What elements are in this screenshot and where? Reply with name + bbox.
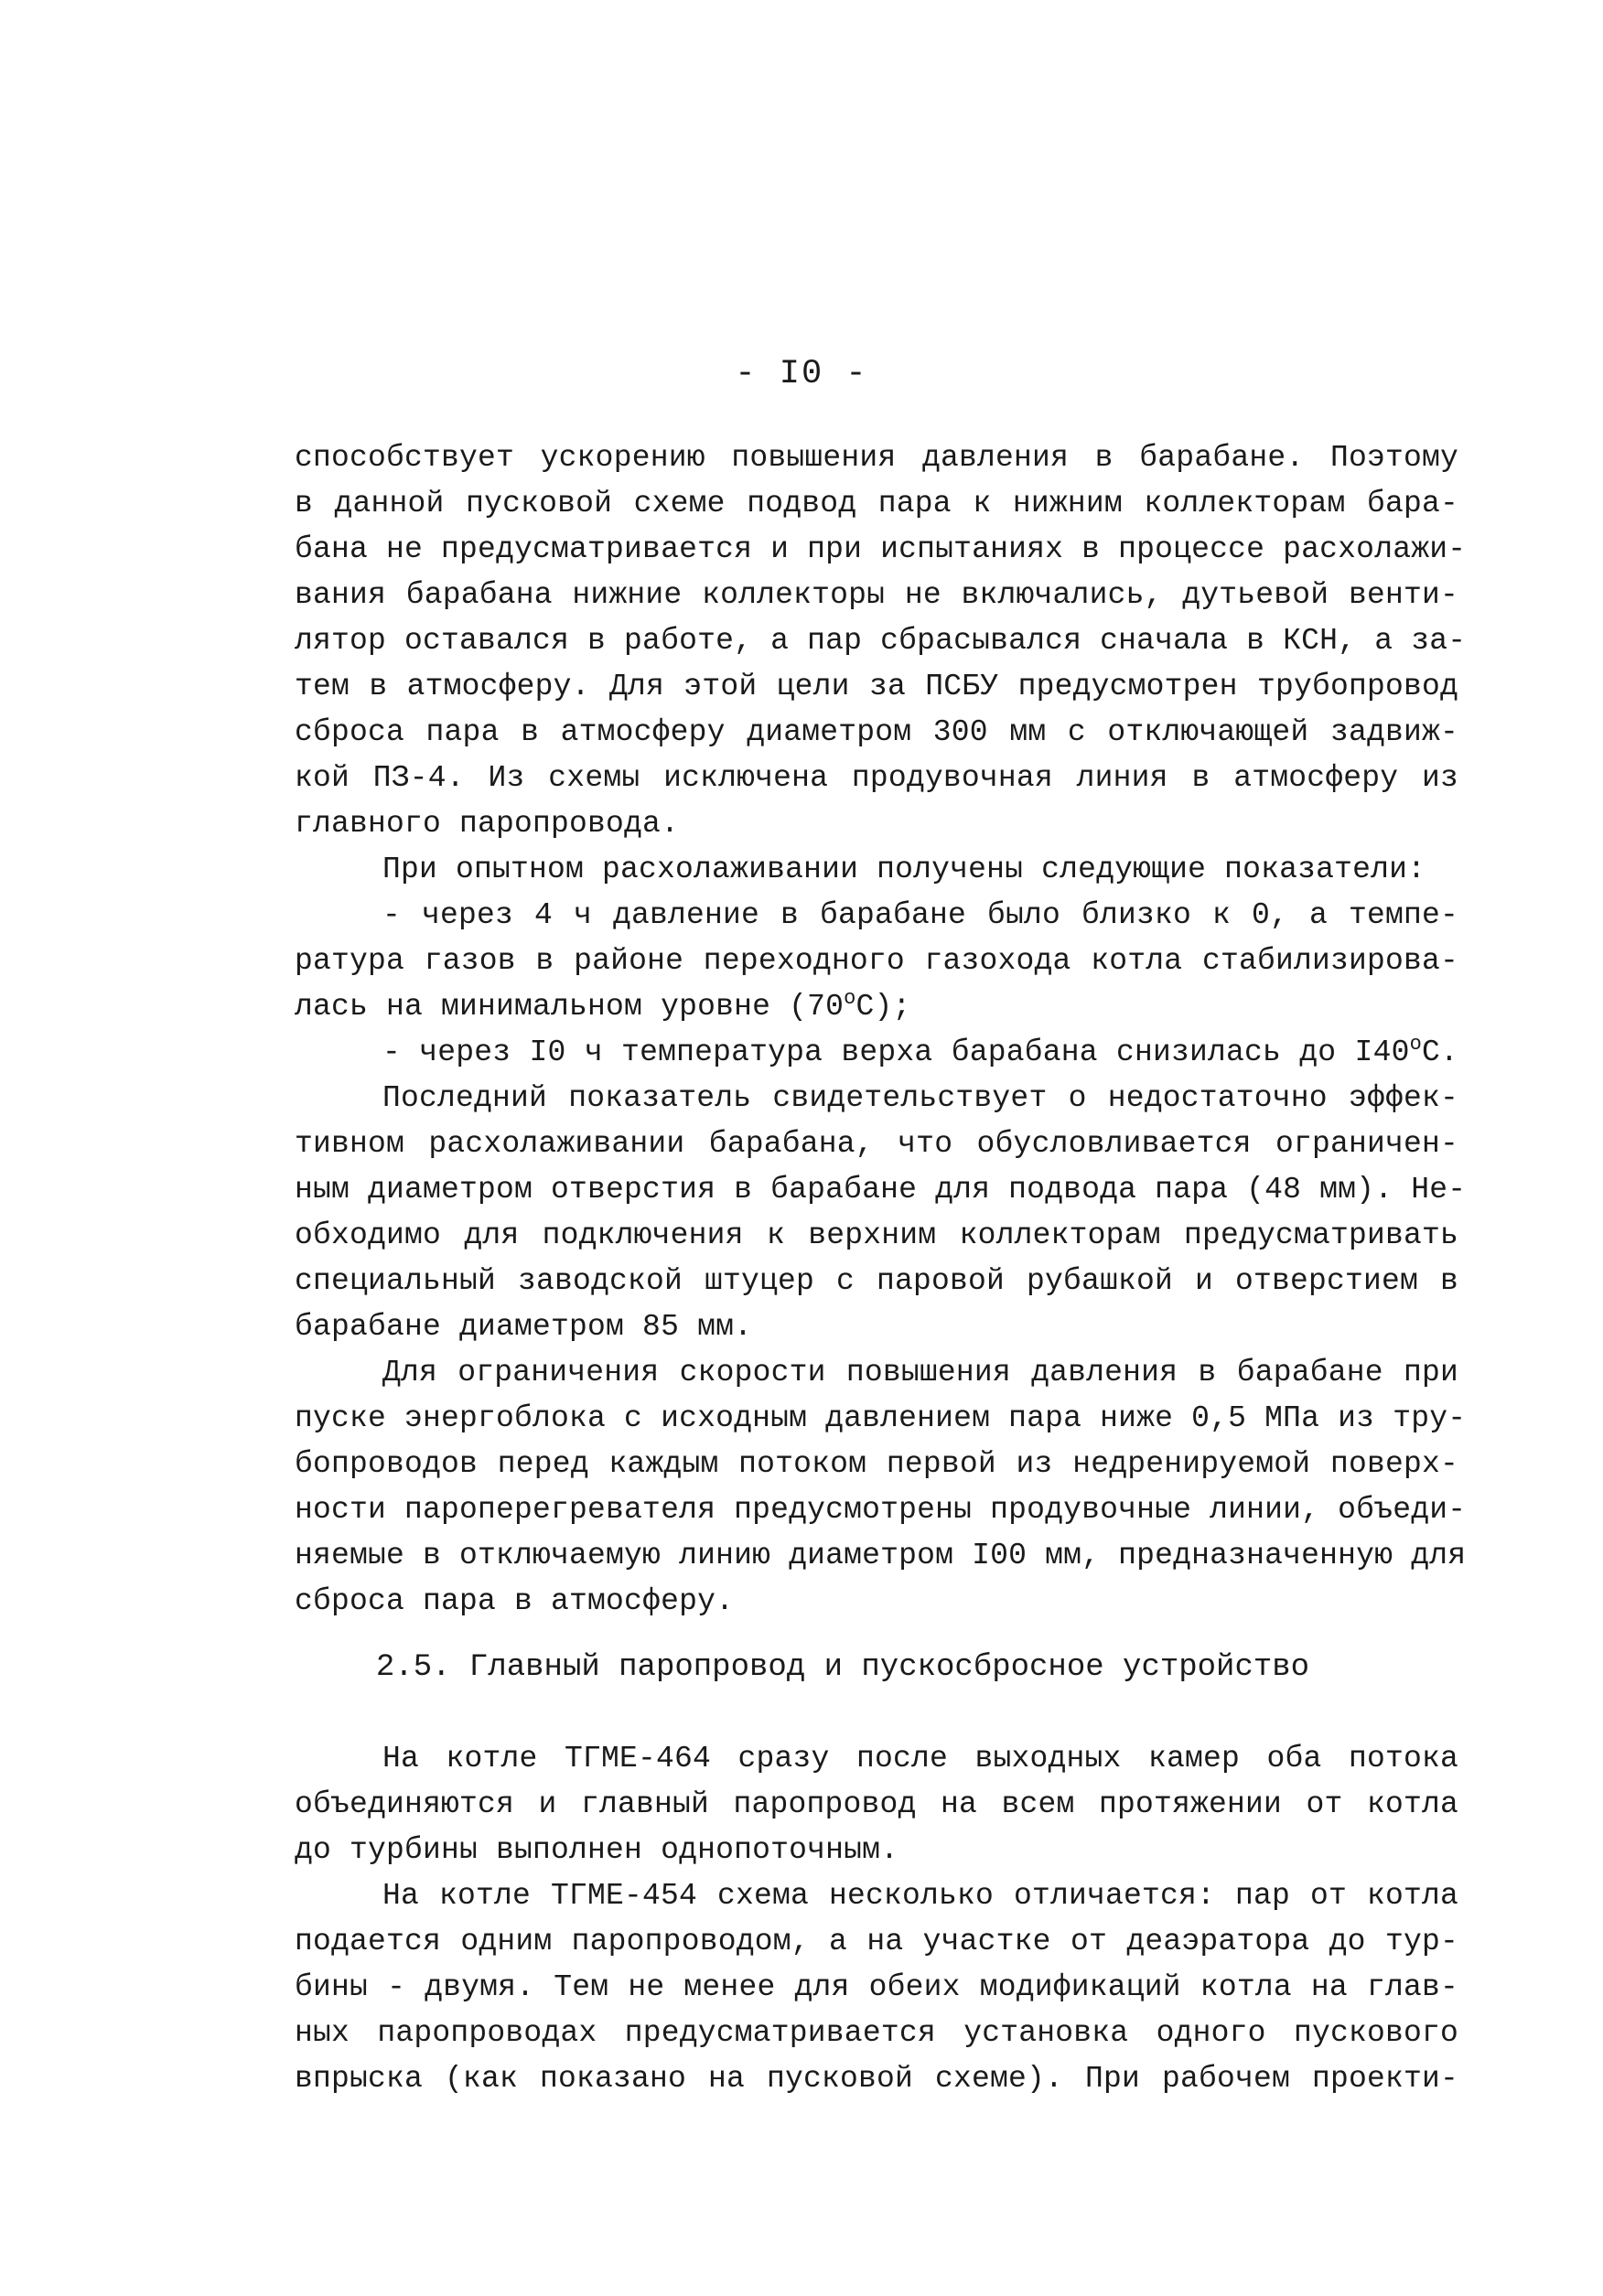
section-heading: 2.5. Главный паропровод и пускосбросное устройство xyxy=(375,1650,1310,1685)
text-line: тивном расхолаживании барабана, что обусловливается ограничен- xyxy=(295,1127,1458,1161)
text-line: ных паропроводах предусматривается установка одного пускового xyxy=(295,2016,1458,2050)
text-line: объединяются и главный паропровод на всем протяжении от котла xyxy=(295,1787,1458,1821)
text-line: бана не предусматривается и при испытаниях в процессе расхолажи- xyxy=(295,532,1467,566)
text-line: сброса пара в атмосферу диаметром 300 мм с отключающей задвиж- xyxy=(295,715,1458,749)
text-line: главного паропровода. xyxy=(295,807,680,841)
text-line: Для ограничения скорости повышения давления в барабане при xyxy=(382,1356,1458,1389)
text-line xyxy=(295,984,1458,1030)
text-line: На котле ТГМЕ-454 схема несколько отличается: пар от котла xyxy=(382,1879,1458,1913)
page-number: - I0 - xyxy=(735,355,868,393)
text-line: кой ПЗ-4. Из схемы исключена продувочная линия в атмосферу из xyxy=(295,761,1458,795)
text-line: сброса пара в атмосферу. xyxy=(295,1584,735,1618)
text-line: ным диаметром отверстия в барабане для подвода пара (48 мм). Не- xyxy=(295,1173,1467,1207)
text-line: бины - двумя. Тем не менее для обеих модификаций котла на глав- xyxy=(295,1970,1458,2004)
text-fragment: С. xyxy=(1421,1035,1458,1069)
text-line: впрыска (как показано на пусковой схеме). При рабочем проекти- xyxy=(295,2062,1458,2096)
text-line: При опытном расхолаживании получены следующие показатели: xyxy=(382,853,1426,886)
text-line: - через 4 ч давление в барабане было близко к 0, а темпе- xyxy=(382,898,1458,932)
text-fragment: лась на минимальном уровне (70 xyxy=(295,990,845,1024)
degree-superscript: о xyxy=(1409,1033,1422,1056)
text-line: На котле ТГМЕ-464 сразу после выходных камер оба потока xyxy=(382,1742,1458,1776)
text-line xyxy=(382,1030,1458,1076)
text-line: подается одним паропроводом, а на участке от деаэратора до тур- xyxy=(295,1925,1458,1958)
text-fragment: С); xyxy=(855,990,911,1024)
text-line: тем в атмосферу. Для этой цели за ПСБУ предусмотрен трубопровод xyxy=(295,670,1458,703)
degree-superscript: о xyxy=(844,987,856,1010)
text-line: до турбины выполнен однопоточным. xyxy=(295,1833,899,1867)
text-line: бопроводов перед каждым потоком первой из недренируемой поверх- xyxy=(295,1447,1458,1481)
text-line: в данной пусковой схеме подвод пара к нижним коллекторам бара- xyxy=(295,487,1458,520)
text-line: обходимо для подключения к верхним коллекторам предусматривать xyxy=(295,1218,1458,1252)
text-line: способствует ускорению повышения давления в барабане. Поэтому xyxy=(295,441,1458,475)
text-line: пуске энергоблока с исходным давлением пара ниже 0,5 МПа из тру- xyxy=(295,1401,1467,1435)
text-line: ратура газов в районе переходного газохода котла стабилизирова- xyxy=(295,944,1458,978)
text-line: лятор оставался в работе, а пар сбрасывался сначала в КСН, а за- xyxy=(295,624,1467,658)
text-line: вания барабана нижние коллекторы не включались, дутьевой венти- xyxy=(295,578,1458,612)
text-line: Последний показатель свидетельствует о недостаточно эффек- xyxy=(382,1081,1458,1115)
text-fragment: - через I0 ч температура верха барабана снизилась до I40 xyxy=(382,1035,1410,1069)
text-line: ности пароперегревателя предусмотрены продувочные линии, объеди- xyxy=(295,1493,1467,1527)
text-line: барабане диаметром 85 мм. xyxy=(295,1310,753,1344)
text-line: специальный заводской штуцер с паровой рубашкой и отверстием в xyxy=(295,1264,1458,1298)
text-line: няемые в отключаемую линию диаметром I00 мм, предназначенную для xyxy=(295,1539,1467,1572)
